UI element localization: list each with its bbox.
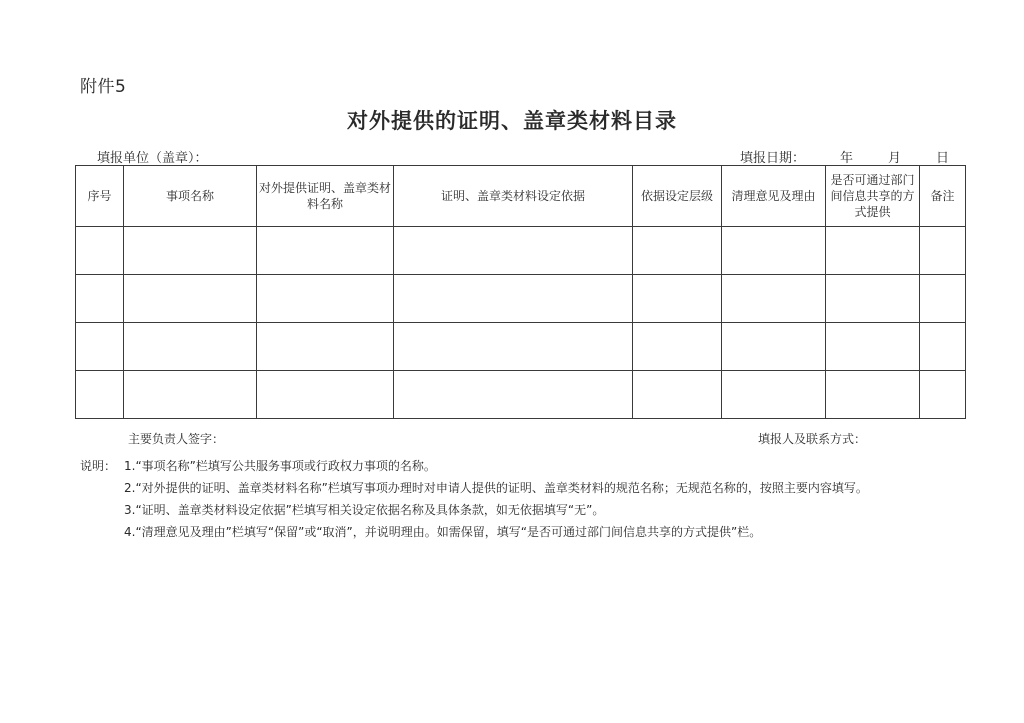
header-cleanup-opinion: 清理意见及理由 [722,166,826,227]
fill-date-month: 月 [888,151,902,166]
fill-date-year: 年 [840,151,854,166]
table-cell[interactable] [124,323,257,371]
notes-section [80,456,970,546]
note-item: 2.“对外提供的证明、盖章类材料名称”栏填写事项办理时对申请人提供的证明、盖章类材料的规范名称；无规范名称的，按照主要内容填写。 [124,481,868,495]
table-cell[interactable] [257,275,394,323]
table-cell[interactable] [826,227,920,275]
table-cell[interactable] [826,371,920,419]
head-signature-label: 主要负责人签字： [128,432,225,446]
table-cell[interactable] [257,323,394,371]
table-cell[interactable] [920,323,966,371]
fill-unit-label: 填报单位（盖章）： [97,151,208,166]
table-cell[interactable] [920,275,966,323]
table-cell[interactable] [826,275,920,323]
table-row [76,323,966,371]
filler-contact-label: 填报人及联系方式： [758,432,867,446]
fill-date-label: 填报日期： [740,151,806,166]
header-item-name: 事项名称 [124,166,257,227]
table-row [76,275,966,323]
header-remarks: 备注 [920,166,966,227]
notes-list [80,458,970,540]
header-serial: 序号 [76,166,124,227]
header-info-sharing: 是否可通过部门间信息共享的方式提供 [826,166,920,227]
table-cell[interactable] [722,323,826,371]
table-cell[interactable] [633,227,722,275]
attachment-label: 附件5 [80,77,127,97]
header-basis-level: 依据设定层级 [633,166,722,227]
table-row [76,371,966,419]
table-cell[interactable] [76,371,124,419]
table-cell[interactable] [394,371,633,419]
table-cell[interactable] [76,275,124,323]
table-cell[interactable] [722,275,826,323]
table-cell[interactable] [76,323,124,371]
table-cell[interactable] [920,227,966,275]
page-title: 对外提供的证明、盖章类材料目录 [347,108,677,133]
table-cell[interactable] [257,227,394,275]
notes-label: 说明： [80,459,117,473]
note-item: 1.“事项名称”栏填写公共服务事项或行政权力事项的名称。 [124,459,436,473]
note-item: 3.“证明、盖章类材料设定依据”栏填写相关设定依据名称及具体条款，如无依据填写“无”。 [124,503,605,517]
table-cell[interactable] [394,227,633,275]
fill-date-day: 日 [936,151,950,166]
table-cell[interactable] [920,371,966,419]
table-cell[interactable] [826,323,920,371]
table-cell[interactable] [124,227,257,275]
table-cell[interactable] [633,371,722,419]
header-basis: 证明、盖章类材料设定依据 [394,166,633,227]
table-cell[interactable] [633,275,722,323]
table-row [76,227,966,275]
table-cell[interactable] [394,323,633,371]
table-cell[interactable] [124,371,257,419]
catalog-table [75,165,966,419]
fill-date [740,147,949,166]
note-item: 4.“清理意见及理由”栏填写“保留”或“取消”，并说明理由。如需保留，填写“是否可通过部门间信息共享的方式提供”栏。 [124,525,762,539]
table-cell[interactable] [722,227,826,275]
table-cell[interactable] [76,227,124,275]
table-cell[interactable] [633,323,722,371]
table-cell[interactable] [257,371,394,419]
table-cell[interactable] [722,371,826,419]
header-material-name: 对外提供证明、盖章类材料名称 [257,166,394,227]
table-header-row [76,166,966,227]
table-cell[interactable] [124,275,257,323]
table-cell[interactable] [394,275,633,323]
